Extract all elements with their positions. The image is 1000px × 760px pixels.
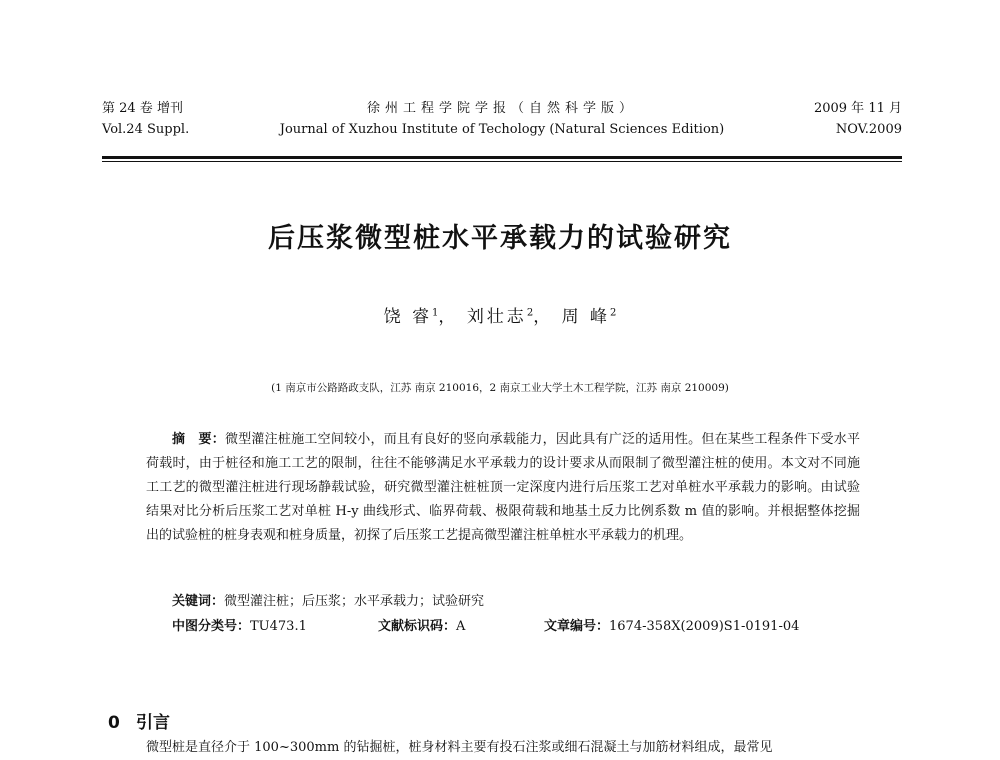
header-rule-thin [102, 161, 902, 162]
author-name: 周 峰 [561, 307, 610, 327]
section-title: 引言 [136, 713, 170, 733]
paper-title: 后压浆微型桩水平承载力的试验研究 [268, 223, 732, 254]
article-number [544, 617, 799, 637]
author-separator: ， [533, 307, 554, 327]
document-code-value: A [456, 619, 466, 634]
keywords-text: 微型灌注桩；后压浆；水平承载力；试验研究 [224, 594, 485, 609]
author-list [100, 302, 900, 327]
volume-cn: 第 24 卷 增刊 [102, 101, 183, 116]
volume-en: Vol.24 Suppl. [102, 122, 190, 137]
clc-value: TU473.1 [250, 619, 307, 634]
article-number-label: 文章编号： [544, 619, 610, 634]
author-affil-mark: 1 [432, 307, 439, 319]
journal-name-en: Journal of Xuzhou Institute of Techology (Natural Sciences Edition) [279, 122, 725, 137]
abstract-label: 摘 要： [172, 432, 225, 447]
volume-info [102, 98, 189, 140]
journal-name-cn: 徐州工程学院学报（自然科学版） [366, 101, 637, 116]
author-name: 刘壮志 [466, 307, 527, 327]
author-affil-mark: 2 [610, 307, 617, 319]
issue-date-en: NOV.2009 [835, 122, 902, 137]
header-rule-thick [102, 156, 902, 159]
author-affil-mark: 2 [526, 307, 534, 319]
document-code [378, 617, 465, 637]
document-code-label: 文献标识码： [378, 619, 457, 634]
journal-header [102, 98, 902, 144]
author-separator: ， [438, 307, 459, 327]
clc-code [172, 617, 307, 637]
issue-date-cn: 2009 年 11 月 [813, 101, 902, 116]
section-heading [108, 708, 170, 733]
keywords [172, 592, 484, 612]
affiliation: (1 南京市公路路政支队，江苏 南京 210016，2 南京工业大学土木工程学院，江苏 南京 210009) [271, 382, 729, 394]
section-number: 0 [108, 713, 120, 733]
body-text: 微型桩是直径介于 100~300mm 的钻掘桩，桩身材料主要有投石注浆或细石混凝土与加筋材料组成，最常见 [146, 740, 773, 755]
issue-date [814, 98, 902, 140]
journal-name [252, 98, 752, 140]
abstract [146, 428, 860, 548]
keywords-label: 关键词： [172, 594, 225, 609]
author-name: 饶 睿 [383, 307, 433, 327]
article-number-value: 1674-358X(2009)S1-0191-04 [609, 619, 800, 634]
abstract-text: 微型灌注桩施工空间较小，而且有良好的竖向承载能力，因此具有广泛的适用性。但在某些工程条件下受水平荷载时，由于桩径和施工工艺的限制，往往不能够满足水平承载力的设计要求从而限制了微型灌注桩的使用。本文对不同施工工艺的微型灌注桩进行现场静载试验，研究微型灌注桩桩顶一定深度内进行后压浆工艺对单桩水平承载力的影响。由试验结果对比分析后压浆工艺对单桩 H-y 曲线形式、临界荷载、极限荷载和地基土反力比例系数 m 值的影响。并根据整体挖掘出的试验桩的桩身表观和桩身质量，初探了后压浆工艺提高微型灌注桩单桩水平承载力的机理。 [146, 432, 860, 543]
clc-label: 中图分类号： [172, 619, 251, 634]
